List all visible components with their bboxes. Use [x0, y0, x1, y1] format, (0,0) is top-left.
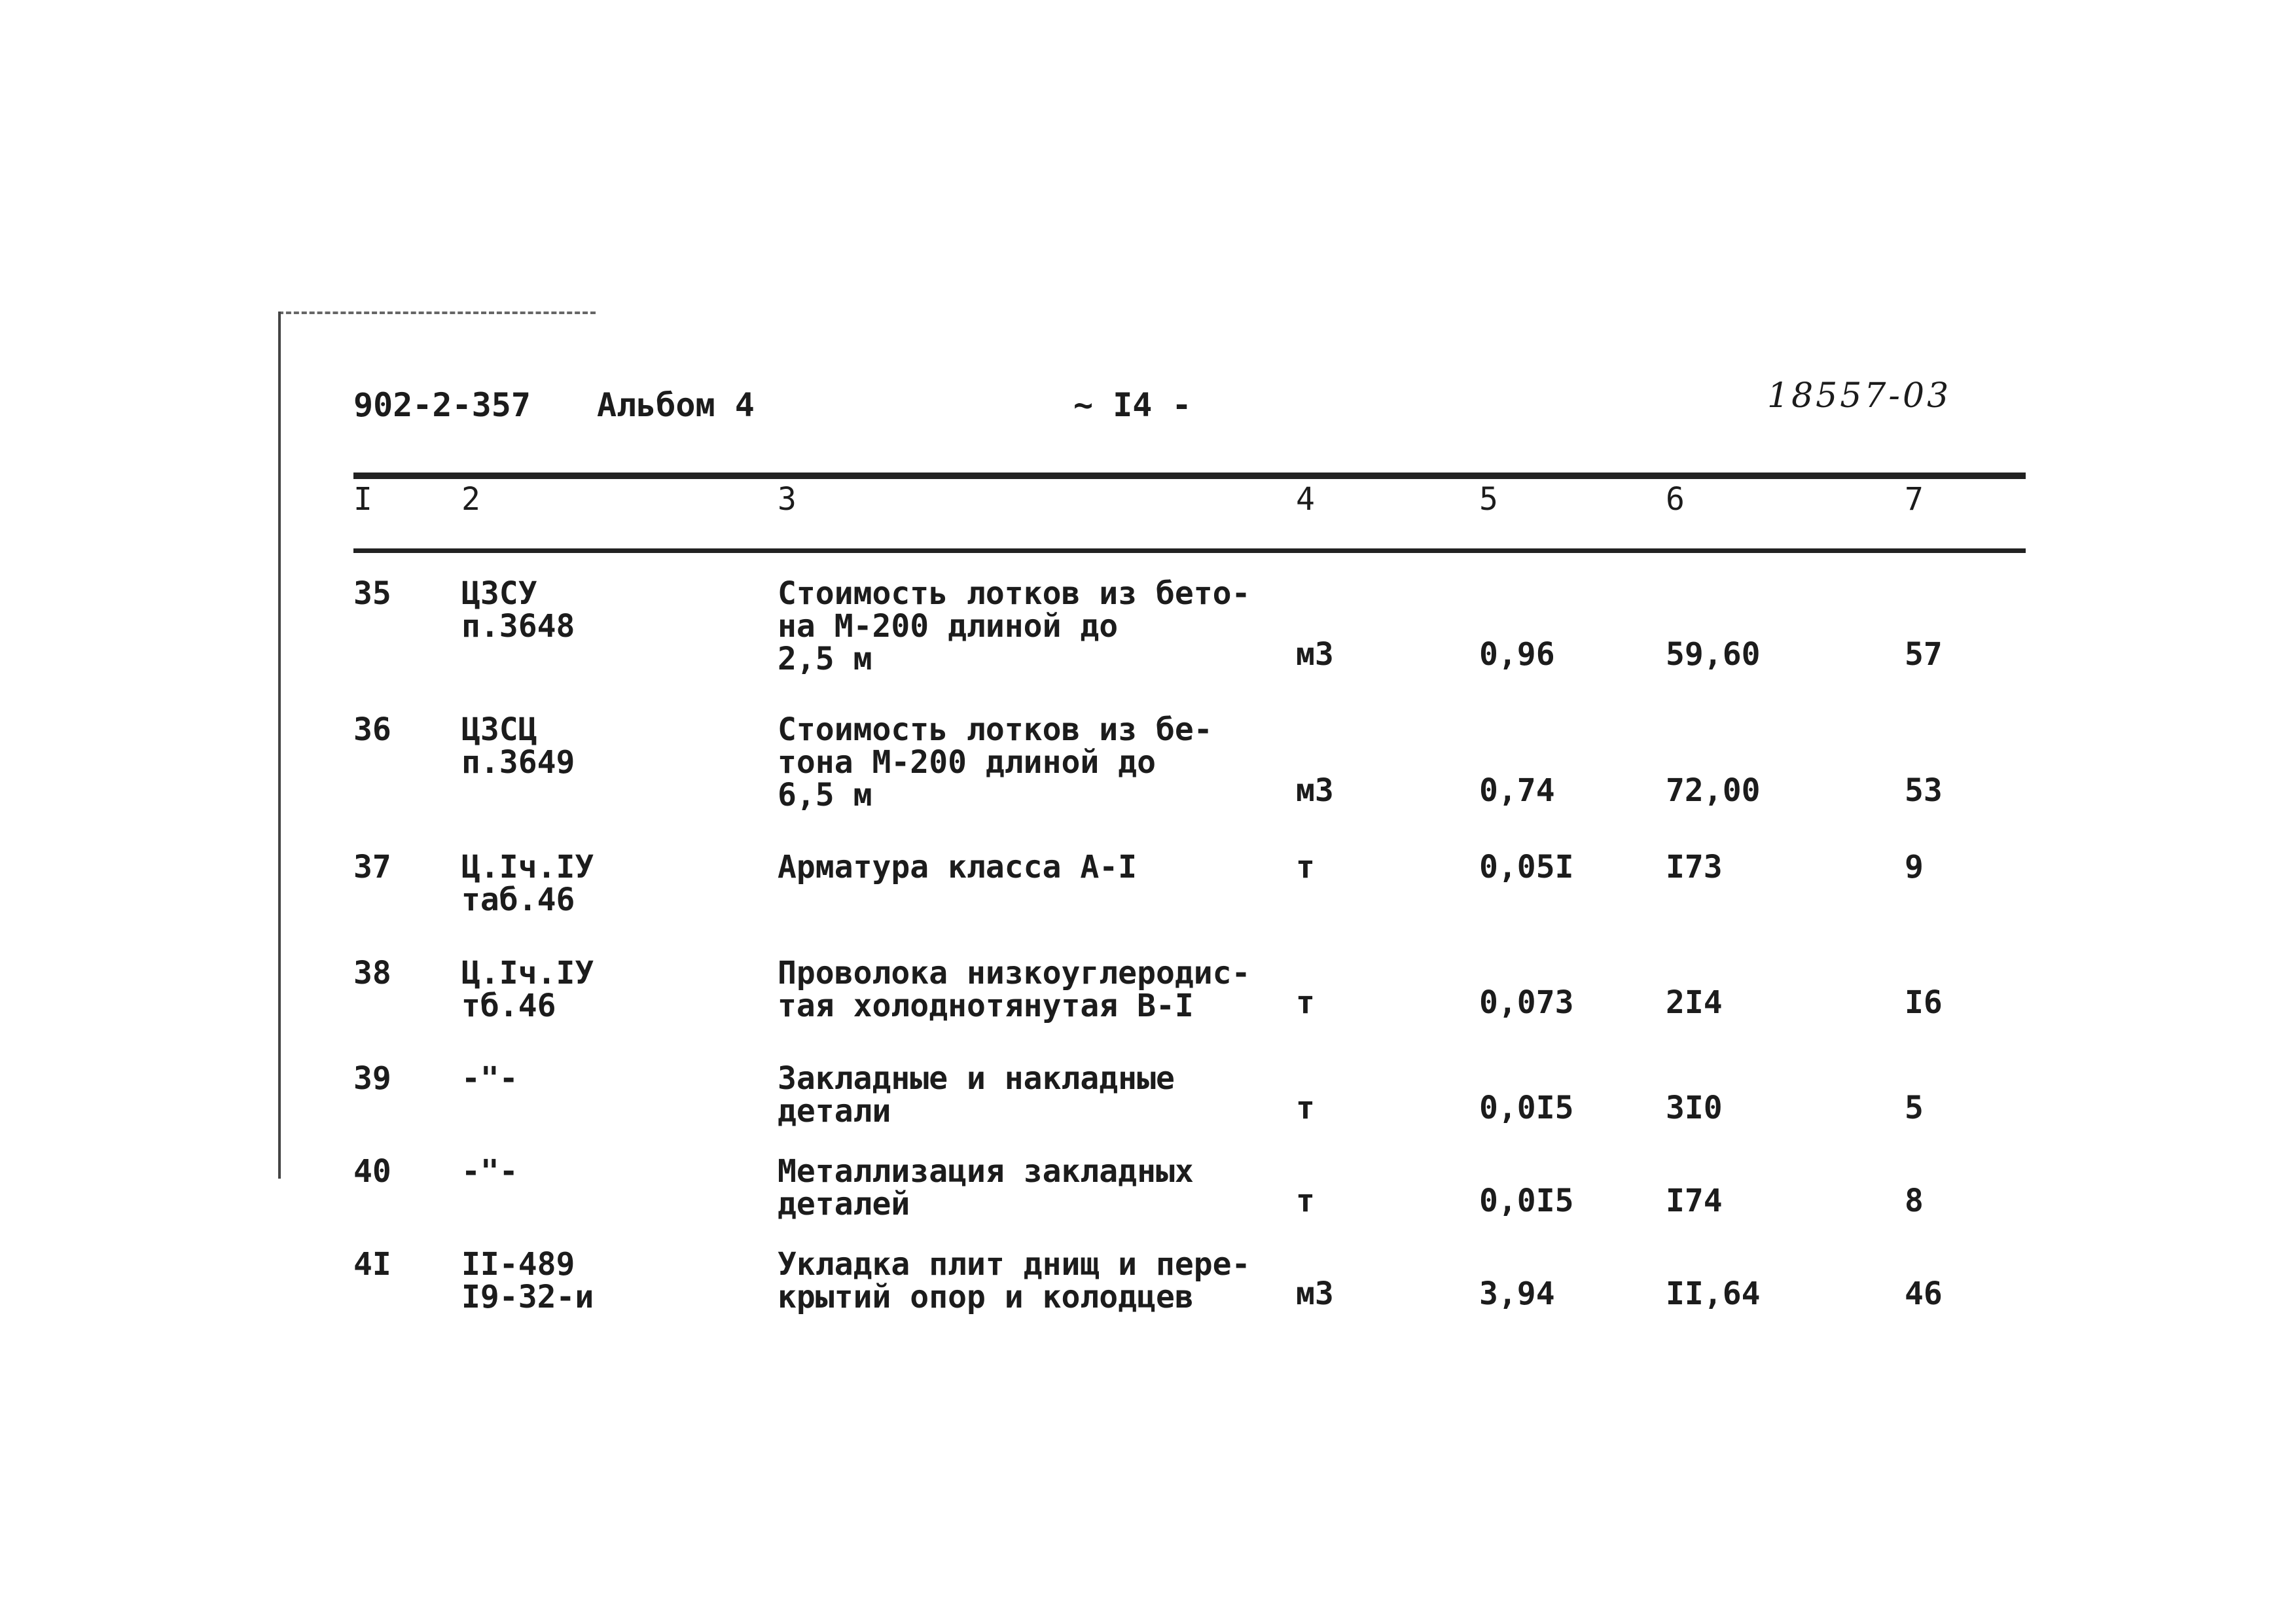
- row-number: 35: [353, 575, 391, 612]
- row-total: 57: [1905, 636, 1943, 673]
- row-quantity: 0,05I: [1479, 849, 1574, 885]
- column-header-7: 7: [1905, 481, 1924, 518]
- row-price: II,64: [1666, 1275, 1761, 1312]
- row-quantity: 0,74: [1479, 772, 1555, 809]
- document-number: 18557-03: [1767, 376, 1952, 416]
- row-price: I73: [1666, 849, 1723, 885]
- row-price: I74: [1666, 1183, 1723, 1219]
- row-unit: м3: [1296, 636, 1334, 673]
- row-number: 39: [353, 1060, 391, 1097]
- row-unit: м3: [1296, 1275, 1334, 1312]
- row-total: 53: [1905, 772, 1943, 809]
- row-reference: -"-: [461, 1153, 518, 1190]
- page-number: ~ I4 -: [1073, 386, 1192, 424]
- row-description: Проволока низкоуглеродис- тая холоднотянутая В-I: [778, 955, 1251, 1024]
- row-description: Арматура класса А-I: [778, 849, 1138, 885]
- row-quantity: 0,96: [1479, 636, 1555, 673]
- row-unit: т: [1296, 1090, 1315, 1126]
- column-header-4: 4: [1296, 481, 1315, 518]
- project-code: 902-2-357: [353, 386, 531, 424]
- row-price: 2I4: [1666, 984, 1723, 1021]
- row-description: Укладка плит днищ и пере- крытий опор и колодцев: [778, 1246, 1251, 1315]
- row-total: I6: [1905, 984, 1943, 1021]
- row-reference: Ц.Iч.IУ тб.46: [461, 955, 594, 1024]
- row-number: 4I: [353, 1246, 391, 1283]
- album-label: Альбом 4: [597, 386, 755, 424]
- row-description: Металлизация закладных деталей: [778, 1153, 1194, 1222]
- row-reference: ЦЗСЦ п.3649: [461, 711, 575, 781]
- row-number: 38: [353, 955, 391, 991]
- row-reference: II-489 I9-32-и: [461, 1246, 594, 1315]
- column-header-5: 5: [1479, 481, 1498, 518]
- frame-left-line: [278, 312, 281, 1179]
- row-quantity: 0,0I5: [1479, 1090, 1574, 1126]
- column-header-3: 3: [778, 481, 797, 518]
- row-number: 36: [353, 711, 391, 748]
- table-header-rule: [353, 548, 2026, 553]
- row-unit: т: [1296, 984, 1315, 1021]
- row-description: Закладные и накладные детали: [778, 1060, 1175, 1130]
- row-unit: т: [1296, 849, 1315, 885]
- frame-top-line: [278, 312, 596, 314]
- row-unit: т: [1296, 1183, 1315, 1219]
- row-description: Стоимость лотков из бе- тона М-200 длиной до 6,5 м: [778, 711, 1213, 813]
- row-total: 46: [1905, 1275, 1943, 1312]
- row-unit: м3: [1296, 772, 1334, 809]
- row-number: 40: [353, 1153, 391, 1190]
- row-number: 37: [353, 849, 391, 885]
- column-header-6: 6: [1666, 481, 1685, 518]
- row-price: 59,60: [1666, 636, 1761, 673]
- row-total: 8: [1905, 1183, 1924, 1219]
- row-reference: Ц.Iч.IУ таб.46: [461, 849, 594, 918]
- row-price: 72,00: [1666, 772, 1761, 809]
- row-price: 3I0: [1666, 1090, 1723, 1126]
- row-quantity: 0,0I5: [1479, 1183, 1574, 1219]
- row-description: Стоимость лотков из бето- на М-200 длиной до 2,5 м: [778, 575, 1251, 677]
- row-total: 9: [1905, 849, 1924, 885]
- column-header-2: 2: [461, 481, 480, 518]
- column-header-1: I: [353, 481, 372, 518]
- table-top-rule: [353, 473, 2026, 479]
- row-total: 5: [1905, 1090, 1924, 1126]
- row-reference: -"-: [461, 1060, 518, 1097]
- row-reference: ЦЗСУ п.3648: [461, 575, 575, 645]
- row-quantity: 3,94: [1479, 1275, 1555, 1312]
- row-quantity: 0,073: [1479, 984, 1574, 1021]
